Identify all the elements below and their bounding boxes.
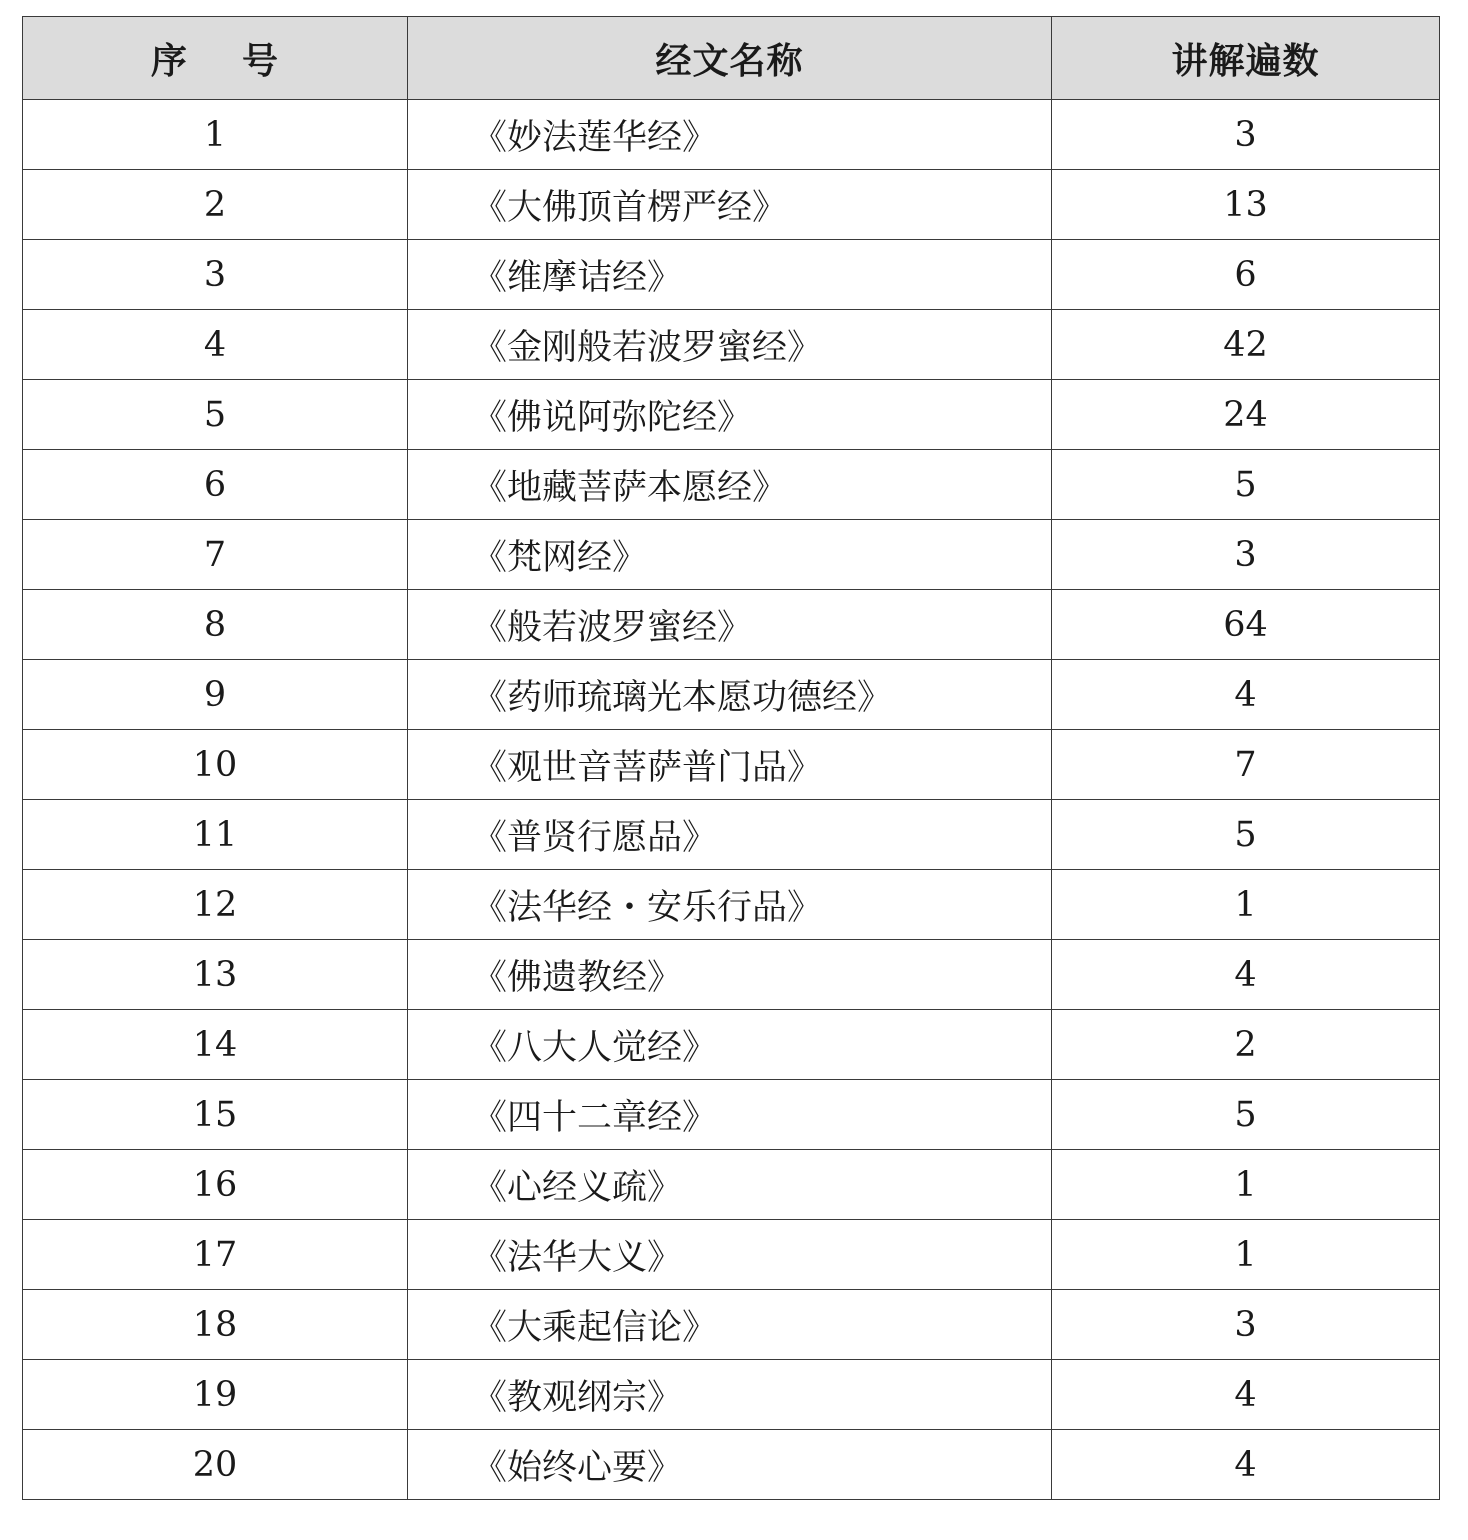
row-count: 1 [1052,1150,1440,1220]
row-count: 3 [1052,100,1440,170]
row-title: 《佛说阿弥陀经》 [408,380,1052,450]
table-body [23,100,1440,1500]
table-row [23,380,1440,450]
table-row [23,590,1440,660]
sutra-lecture-table [22,16,1440,1500]
row-count: 64 [1052,590,1440,660]
row-title: 《药师琉璃光本愿功德经》 [408,660,1052,730]
row-count: 13 [1052,170,1440,240]
row-count: 24 [1052,380,1440,450]
row-index: 11 [23,800,408,870]
row-count: 4 [1052,660,1440,730]
table-row [23,450,1440,520]
row-count: 4 [1052,940,1440,1010]
row-count: 4 [1052,1360,1440,1430]
row-title: 《教观纲宗》 [408,1360,1052,1430]
row-title: 《观世音菩萨普门品》 [408,730,1052,800]
row-count: 3 [1052,520,1440,590]
table-row [23,1010,1440,1080]
table-row [23,800,1440,870]
row-title: 《金刚般若波罗蜜经》 [408,310,1052,380]
row-count: 1 [1052,870,1440,940]
table-row [23,1360,1440,1430]
table-header [23,17,1440,100]
row-title: 《四十二章经》 [408,1080,1052,1150]
row-index: 15 [23,1080,408,1150]
row-index: 7 [23,520,408,590]
header-title: 经文名称 [408,17,1052,100]
row-title: 《普贤行愿品》 [408,800,1052,870]
row-index: 10 [23,730,408,800]
row-title: 《大佛顶首楞严经》 [408,170,1052,240]
row-index: 8 [23,590,408,660]
row-index: 4 [23,310,408,380]
row-title: 《梵网经》 [408,520,1052,590]
row-index: 20 [23,1430,408,1500]
row-title: 《心经义疏》 [408,1150,1052,1220]
table-row [23,1430,1440,1500]
row-index: 9 [23,660,408,730]
row-count: 5 [1052,800,1440,870]
row-title: 《大乘起信论》 [408,1290,1052,1360]
header-index: 序 号 [23,17,408,100]
row-index: 5 [23,380,408,450]
table-row [23,1080,1440,1150]
row-count: 4 [1052,1430,1440,1500]
table-row [23,660,1440,730]
header-row [23,17,1440,100]
row-title: 《妙法莲华经》 [408,100,1052,170]
row-title: 《地藏菩萨本愿经》 [408,450,1052,520]
table-row [23,1290,1440,1360]
row-count: 42 [1052,310,1440,380]
row-index: 18 [23,1290,408,1360]
row-title: 《维摩诘经》 [408,240,1052,310]
row-count: 2 [1052,1010,1440,1080]
row-count: 3 [1052,1290,1440,1360]
table-row [23,730,1440,800]
row-count: 7 [1052,730,1440,800]
table-row [23,520,1440,590]
row-count: 5 [1052,450,1440,520]
table-row [23,240,1440,310]
header-count: 讲解遍数 [1052,17,1440,100]
table-row [23,1220,1440,1290]
row-index: 19 [23,1360,408,1430]
row-title: 《法华大义》 [408,1220,1052,1290]
row-count: 6 [1052,240,1440,310]
table-row [23,310,1440,380]
row-title: 《法华经・安乐行品》 [408,870,1052,940]
row-index: 12 [23,870,408,940]
row-index: 2 [23,170,408,240]
row-index: 17 [23,1220,408,1290]
row-index: 16 [23,1150,408,1220]
table-row [23,1150,1440,1220]
table-row [23,170,1440,240]
row-index: 6 [23,450,408,520]
row-count: 1 [1052,1220,1440,1290]
row-title: 《般若波罗蜜经》 [408,590,1052,660]
row-title: 《佛遗教经》 [408,940,1052,1010]
row-index: 14 [23,1010,408,1080]
row-index: 1 [23,100,408,170]
row-title: 《八大人觉经》 [408,1010,1052,1080]
table-row [23,100,1440,170]
table-row [23,940,1440,1010]
row-title: 《始终心要》 [408,1430,1052,1500]
row-index: 3 [23,240,408,310]
table-row [23,870,1440,940]
row-count: 5 [1052,1080,1440,1150]
row-index: 13 [23,940,408,1010]
